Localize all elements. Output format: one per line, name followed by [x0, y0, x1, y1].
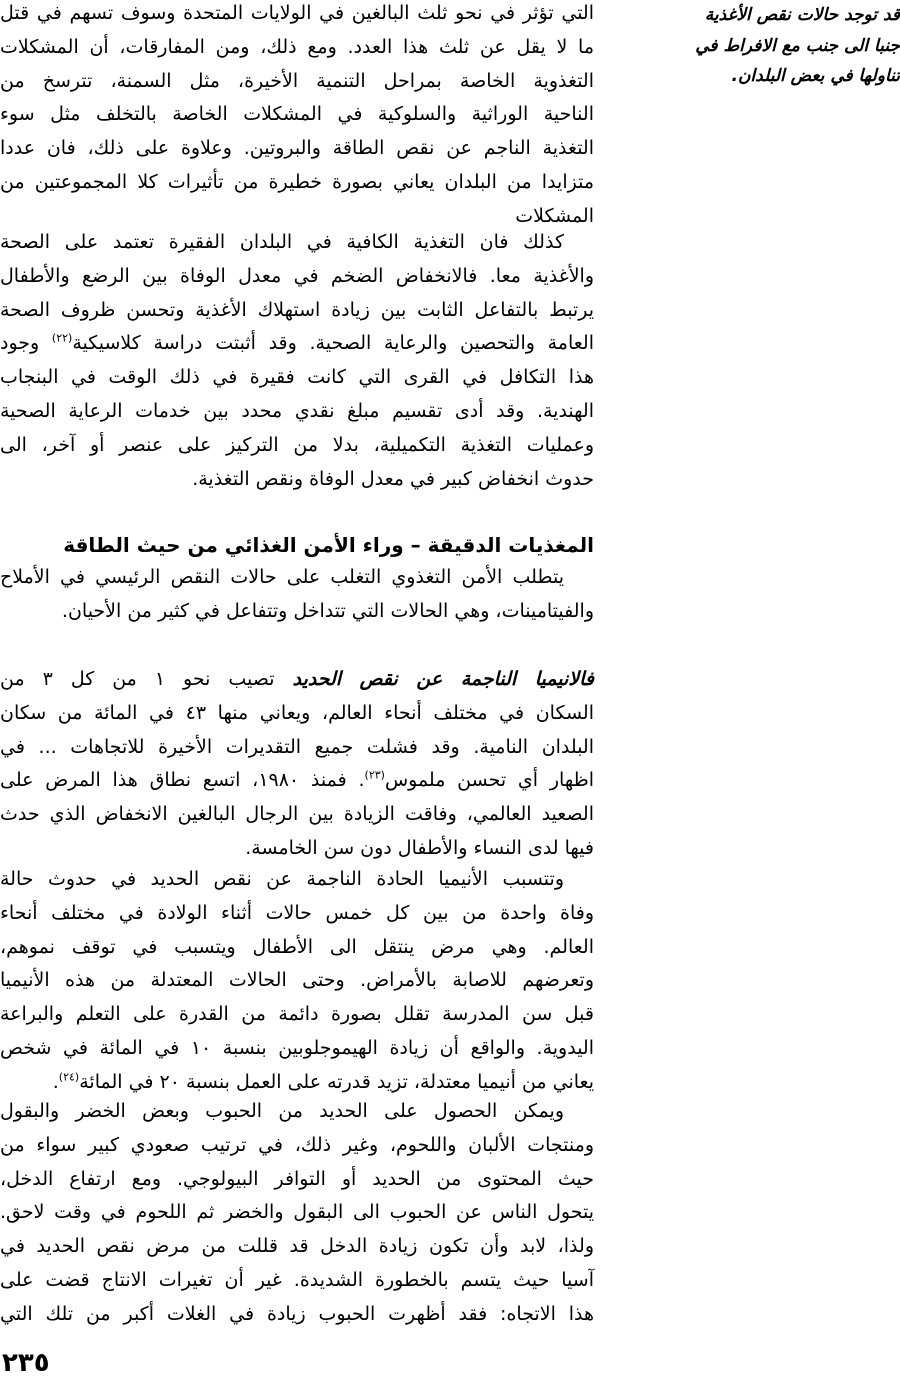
- text-line: [0, 832, 594, 866]
- text-line: [0, 731, 594, 765]
- text-line: [0, 1095, 594, 1129]
- text-line: [0, 1230, 594, 1264]
- text-line: [0, 166, 594, 200]
- text-line: [0, 1163, 594, 1197]
- text-line: [0, 65, 594, 99]
- text-run: متزايدا من البلدان يعاني بصورة خطيرة من تأثيرات كلا المجموعتين من: [0, 170, 594, 193]
- text-run: وعمليات التغذية التكميلية، بدلا من التركيز على عنصر أو آخر، الى: [0, 433, 594, 456]
- margin-note-line: تناولها في بعض البلدان.: [731, 66, 900, 86]
- text-run: الهندية. وقد أدى تقسيم مبلغ نقدي محدد بين خدمات الرعاية الصحية: [0, 399, 594, 422]
- text-line: [0, 31, 594, 65]
- text-line: [0, 1196, 594, 1230]
- text-run: التغذية الناجم عن نقص الطاقة والبروتين. وعلاوة على ذلك، فان عددا: [0, 137, 594, 160]
- footnote-ref: (٢٣): [364, 769, 385, 783]
- text-run: المشكلات: [515, 204, 594, 227]
- text-line: [0, 327, 594, 361]
- text-run: وفاة واحدة من بين كل خمس حالات أثناء الولادة في مختلف أنحاء: [0, 901, 594, 924]
- text-line: [0, 132, 594, 166]
- text-line: [0, 1298, 594, 1332]
- text-run: .: [52, 1070, 59, 1093]
- text-line: [0, 0, 594, 31]
- paragraph-4: [0, 663, 594, 866]
- text-line: [0, 463, 594, 497]
- text-run: العامة والتحصين والرعاية الصحية. وقد أثبتت دراسة كلاسيكية: [72, 332, 594, 355]
- paragraph-3: [0, 561, 594, 629]
- text-run: وتتسبب الأنيميا الحادة الناجمة عن نقص الحديد في حدوث حالة: [0, 868, 564, 890]
- footnote-ref: (٢٤): [58, 1070, 80, 1084]
- text-run: التي تؤثر في نحو ثلث البالغين في الولايات المتحدة وسوف تسهم في قتل: [0, 2, 594, 24]
- text-run: آسيا حيث يتسم بالخطورة الشديدة. غير أن تغيرات الانتاج قضت على: [0, 1268, 594, 1291]
- text-line: [0, 595, 594, 629]
- text-line: [0, 294, 594, 328]
- text-line: [0, 98, 594, 132]
- page-number: ٢٣٥: [2, 1348, 50, 1378]
- text-run: يتحول الناس عن الحبوب الى البقول والخضر ثم اللحوم في وقت لاحق.: [0, 1201, 594, 1224]
- text-run: ويمكن الحصول على الحديد من الحبوب وبعض الخضر والبقول: [0, 1100, 564, 1122]
- paragraph-1: [0, 0, 594, 234]
- text-run: قبل سن المدرسة تقلل بصورة دائمة من القدرة على التعلم والبراعة: [0, 1003, 594, 1026]
- text-run: هذا التكافل في القرى التي كانت فقيرة في ذلك الوقت في البنجاب: [0, 366, 594, 389]
- emphasized-text: فالانيميا الناجمة عن نقص الحديد: [292, 668, 594, 690]
- margin-note-line: جنبا الى جنب مع الافراط في: [695, 35, 900, 56]
- text-run: وجود: [0, 332, 52, 355]
- text-run: هذا الاتجاه: فقد أظهرت الحبوب زيادة في الغلات أكبر من تلك التي: [0, 1302, 594, 1325]
- text-run: . فمنذ ١٩٨٠، اتسع نطاق هذا المرض على: [0, 769, 365, 792]
- text-run: السكان في مختلف أنحاء العالم، ويعاني منها ٤٣ في المائة من سكان: [0, 701, 594, 724]
- text-run: يعاني من أنيميا معتدلة، تزيد قدرته على العمل بنسبة ٢٠ في المائة: [79, 1070, 594, 1093]
- text-line: [0, 897, 594, 931]
- text-run: تصيب نحو ١ من كل ٣ من: [0, 668, 293, 690]
- paragraph-6: [0, 1095, 594, 1332]
- text-run: البلدان النامية. وقد فشلت جميع التقديرات الأخيرة للاتجاهات ... في: [0, 735, 594, 758]
- text-line: [0, 964, 594, 998]
- text-run: العالم. وهي مرض ينتقل الى الأطفال ويتسبب في توقف نموهم،: [0, 935, 594, 958]
- text-line: [0, 361, 594, 395]
- text-line: [0, 226, 594, 260]
- text-run: وتعرضهم للاصابة بالأمراض. وحتى الحالات المعتدلة من هذه الأنيميا: [0, 969, 594, 992]
- text-line: [0, 1264, 594, 1298]
- text-line: [0, 1032, 594, 1066]
- text-run: كذلك فان التغذية الكافية في البلدان الفقيرة تعتمد على الصحة: [0, 231, 564, 253]
- paragraph-2: [0, 226, 594, 496]
- text-run: يتطلب الأمن التغذوي التغلب على حالات النقص الرئيسي في الأملاح: [0, 566, 564, 588]
- text-run: ومنتجات الألبان واللحوم، وغير ذلك، في ترتيب صعودي كبير سواء من: [0, 1133, 594, 1156]
- text-line: [0, 863, 594, 897]
- text-run: ولذا، لابد وأن تكون زيادة الدخل قد قللت من مرض نقص الحديد في: [0, 1235, 594, 1258]
- text-line: [0, 764, 594, 798]
- text-line: [0, 697, 594, 731]
- text-line: [0, 798, 594, 832]
- text-run: والفيتامينات، وهي الحالات التي تتداخل وتتفاعل في كثير من الأحيان.: [61, 599, 594, 622]
- margin-note: [610, 0, 900, 92]
- text-run: يرتبط بالتفاعل الثابت بين زيادة استهلاك الأغذية وتحسن ظروف الصحة: [0, 298, 594, 321]
- margin-note-line: قد توجد حالات نقص الأغذية: [704, 5, 900, 25]
- text-line: [0, 395, 594, 429]
- text-run: الناحية الوراثية والسلوكية في المشكلات الخاصة بالتخلف مثل سوء: [0, 103, 594, 126]
- text-run: الصعيد العالمي، وفاقت الزيادة بين الرجال البالغين الانخفاض الذي حدث: [0, 803, 594, 826]
- text-line: [0, 561, 594, 595]
- text-run: حدوث انخفاض كبير في معدل الوفاة ونقص التغذية.: [192, 467, 594, 490]
- text-line: [0, 663, 594, 697]
- text-line: [0, 429, 594, 463]
- text-run: حيث المحتوى من الحديد أو التوافر البيولوجي. ومع ارتفاع الدخل،: [0, 1167, 594, 1190]
- text-line: [0, 931, 594, 965]
- paragraph-5: [0, 863, 594, 1100]
- section-heading: المغذيات الدقيقة – وراء الأمن الغذائي من حيث الطاقة: [63, 533, 594, 557]
- text-run: فيها لدى النساء والأطفال دون سن الخامسة.: [245, 836, 594, 859]
- text-run: اليدوية. والواقع أن زيادة الهيموجلوبين بنسبة ١٠ في المائة في شخص: [0, 1036, 594, 1059]
- text-run: والأغذية معا. فالانخفاض الضخم في معدل الوفاة بين الرضع والأطفال: [0, 264, 594, 287]
- text-line: [0, 998, 594, 1032]
- text-run: التغذوية الخاصة بمراحل التنمية الأخيرة، مثل السمنة، تترسخ من: [0, 69, 594, 92]
- text-run: اظهار أي تحسن ملموس: [384, 769, 594, 792]
- text-line: [0, 260, 594, 294]
- text-run: ما لا يقل عن ثلث هذا العدد. ومع ذلك، ومن المفارقات، أن المشكلات: [0, 35, 594, 58]
- footnote-ref: (٢٢): [51, 332, 73, 346]
- text-line: [0, 1129, 594, 1163]
